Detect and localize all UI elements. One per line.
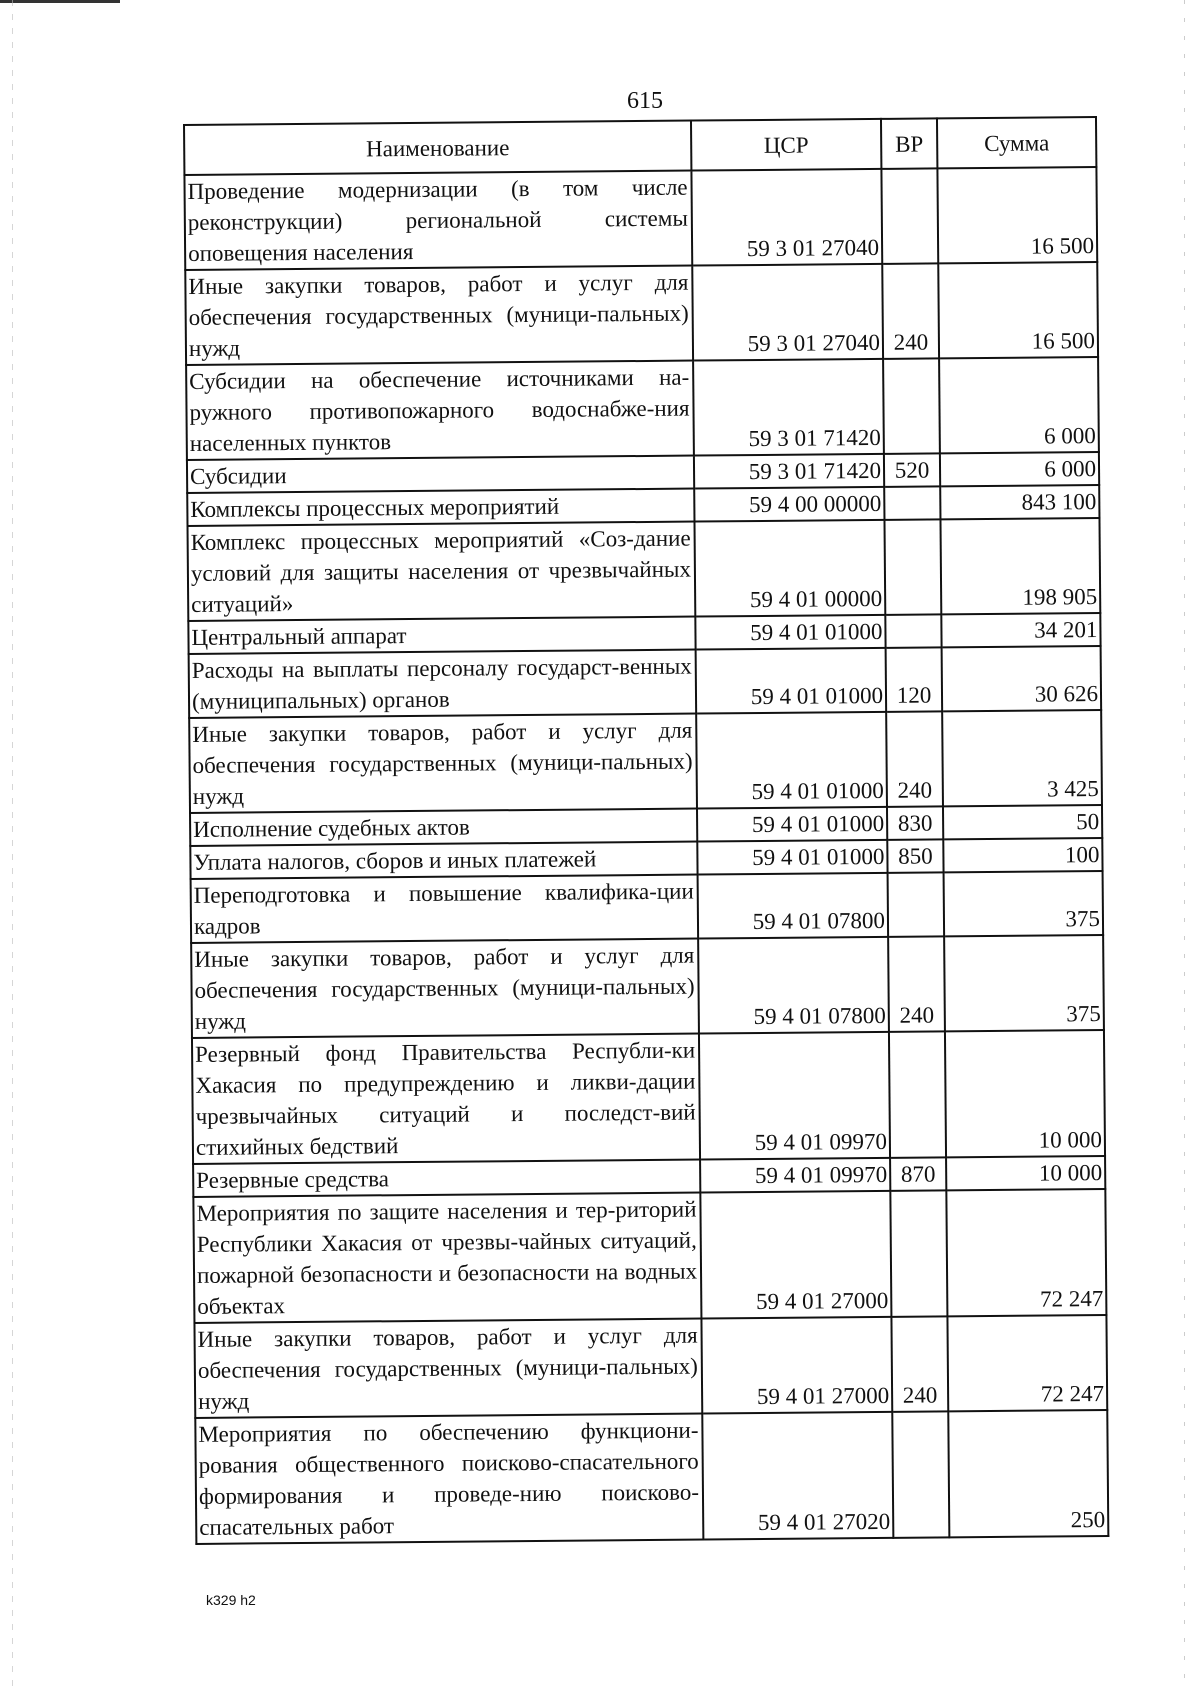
row-vr: 830 [887, 806, 943, 839]
row-vr: 240 [888, 936, 945, 1031]
row-sum: 72 247 [946, 1189, 1106, 1316]
row-name: Иные закупки товаров, работ и услуг для обеспечения государственных (муници-пальных) нужд [185, 266, 693, 365]
row-sum: 10 000 [945, 1030, 1105, 1157]
row-code: 59 4 01 01000 [696, 648, 887, 714]
row-sum: 250 [948, 1410, 1108, 1537]
row-sum: 6 000 [940, 452, 1099, 486]
table-header-row [184, 117, 1096, 175]
row-code: 59 4 01 01000 [696, 712, 887, 809]
row-name: Переподготовка и повышение квалифика-ции кадров [191, 875, 699, 943]
row-vr [892, 1411, 949, 1537]
row-name: Иные закупки товаров, работ и услуг для обеспечения государственных (муници-пальных) нужд [191, 939, 699, 1038]
row-name: Комплексы процессных мероприятий [187, 489, 694, 526]
footer-code: k329 h2 [206, 1592, 256, 1608]
row-sum: 16 500 [937, 167, 1097, 263]
row-code: 59 4 00 00000 [694, 487, 884, 522]
row-name: Резервный фонд Правительства Республи-ки Хакасия по предупреждению и ликви-дации чрезвычайных ситуаций и последст-вий стихийных бедствий [192, 1034, 700, 1164]
row-sum: 198 905 [940, 518, 1100, 614]
row-name: Иные закупки товаров, работ и услуг для обеспечения государственных (муници-пальных) нужд [194, 1319, 702, 1418]
row-code: 59 4 01 27020 [702, 1412, 893, 1540]
table-row [184, 167, 1097, 270]
row-vr [883, 358, 940, 453]
table-row [193, 1189, 1106, 1323]
row-sum: 34 201 [941, 613, 1100, 647]
row-sum: 72 247 [947, 1315, 1107, 1411]
scan-artifact-right [1184, 0, 1185, 1686]
row-vr [890, 1190, 947, 1316]
row-vr: 120 [886, 647, 943, 711]
row-code: 59 4 01 01000 [697, 807, 887, 842]
row-vr: 520 [884, 453, 940, 486]
row-code: 59 4 01 00000 [694, 520, 885, 617]
row-vr: 870 [890, 1157, 946, 1190]
header-vr: ВР [881, 118, 937, 168]
row-name: Уплата налогов, сборов и иных платежей [190, 842, 697, 879]
row-sum: 375 [944, 871, 1104, 936]
row-sum: 843 100 [940, 485, 1099, 519]
row-sum: 50 [943, 805, 1102, 839]
header-code: ЦСР [691, 119, 881, 171]
row-sum: 10 000 [946, 1156, 1105, 1190]
row-sum: 6 000 [939, 357, 1099, 453]
row-code: 59 3 01 27040 [692, 264, 883, 361]
table-row [191, 935, 1104, 1038]
row-code: 59 4 01 07800 [698, 873, 889, 939]
row-code: 59 4 01 01000 [695, 615, 885, 650]
row-vr [889, 1031, 946, 1157]
row-sum: 375 [944, 935, 1104, 1031]
row-vr [881, 168, 938, 263]
table-row [188, 518, 1101, 621]
table-row [189, 646, 1102, 718]
table-row [186, 357, 1099, 460]
table-row [195, 1410, 1108, 1544]
row-name: Иные закупки товаров, работ и услуг для обеспечения государственных (муници-пальных) нужд [189, 714, 697, 813]
row-name: Резервные средства [193, 1160, 700, 1197]
row-sum: 30 626 [942, 646, 1102, 711]
row-code: 59 3 01 27040 [691, 169, 882, 266]
header-sum: Сумма [937, 117, 1096, 168]
row-vr [884, 486, 940, 519]
row-code: 59 4 01 27000 [700, 1191, 891, 1319]
row-name: Исполнение судебных актов [190, 809, 697, 846]
row-name: Субсидии [187, 456, 694, 493]
row-code: 59 3 01 71420 [694, 454, 884, 489]
row-name: Комплекс процессных мероприятий «Соз-дание условий для защиты населения от чрезвычайных ситуаций» [188, 522, 696, 621]
row-name: Субсидии на обеспечение источниками на-ружного противопожарного водоснабже-ния населенных пунктов [186, 361, 694, 460]
row-name: Мероприятия по обеспечению функциони-рования общественного поисково-спасательного формирования и проведе-нию поисково-спасательных работ [195, 1414, 703, 1544]
table-row [192, 1030, 1105, 1164]
row-code: 59 4 01 27000 [701, 1317, 892, 1414]
row-name: Центральный аппарат [188, 617, 695, 654]
budget-table [183, 116, 1109, 1545]
row-name: Проведение модернизации (в том числе реконструкции) региональной системы оповещения населения [184, 171, 692, 270]
row-vr [884, 519, 941, 614]
table-row [194, 1315, 1107, 1418]
scan-artifact-left [12, 0, 13, 1686]
table-row [191, 871, 1104, 943]
row-code: 59 4 01 07800 [698, 937, 889, 1034]
table-row [185, 262, 1098, 365]
table-body [184, 167, 1108, 1544]
row-sum: 100 [943, 838, 1102, 872]
row-vr: 850 [887, 839, 943, 872]
scan-edge-mark [0, 0, 120, 3]
row-code: 59 3 01 71420 [693, 359, 884, 456]
row-vr [885, 614, 941, 647]
row-vr: 240 [886, 711, 943, 806]
row-vr: 240 [891, 1316, 948, 1411]
row-vr [888, 872, 945, 936]
row-code: 59 4 01 01000 [697, 840, 887, 875]
row-name: Расходы на выплаты персоналу государст-венных (муниципальных) органов [189, 650, 697, 718]
row-sum: 16 500 [938, 262, 1098, 358]
table-row [189, 710, 1102, 813]
row-code: 59 4 01 09970 [699, 1032, 890, 1160]
row-sum: 3 425 [942, 710, 1102, 806]
row-name: Мероприятия по защите населения и тер-риторий Республики Хакасия от чрезвы-чайных ситуаций, пожарной безопасности и безопасности на водных объектах [193, 1193, 701, 1323]
row-vr: 240 [882, 263, 939, 358]
header-name: Наименование [184, 121, 691, 175]
row-code: 59 4 01 09970 [700, 1158, 890, 1193]
page-number: 615 [627, 88, 663, 114]
